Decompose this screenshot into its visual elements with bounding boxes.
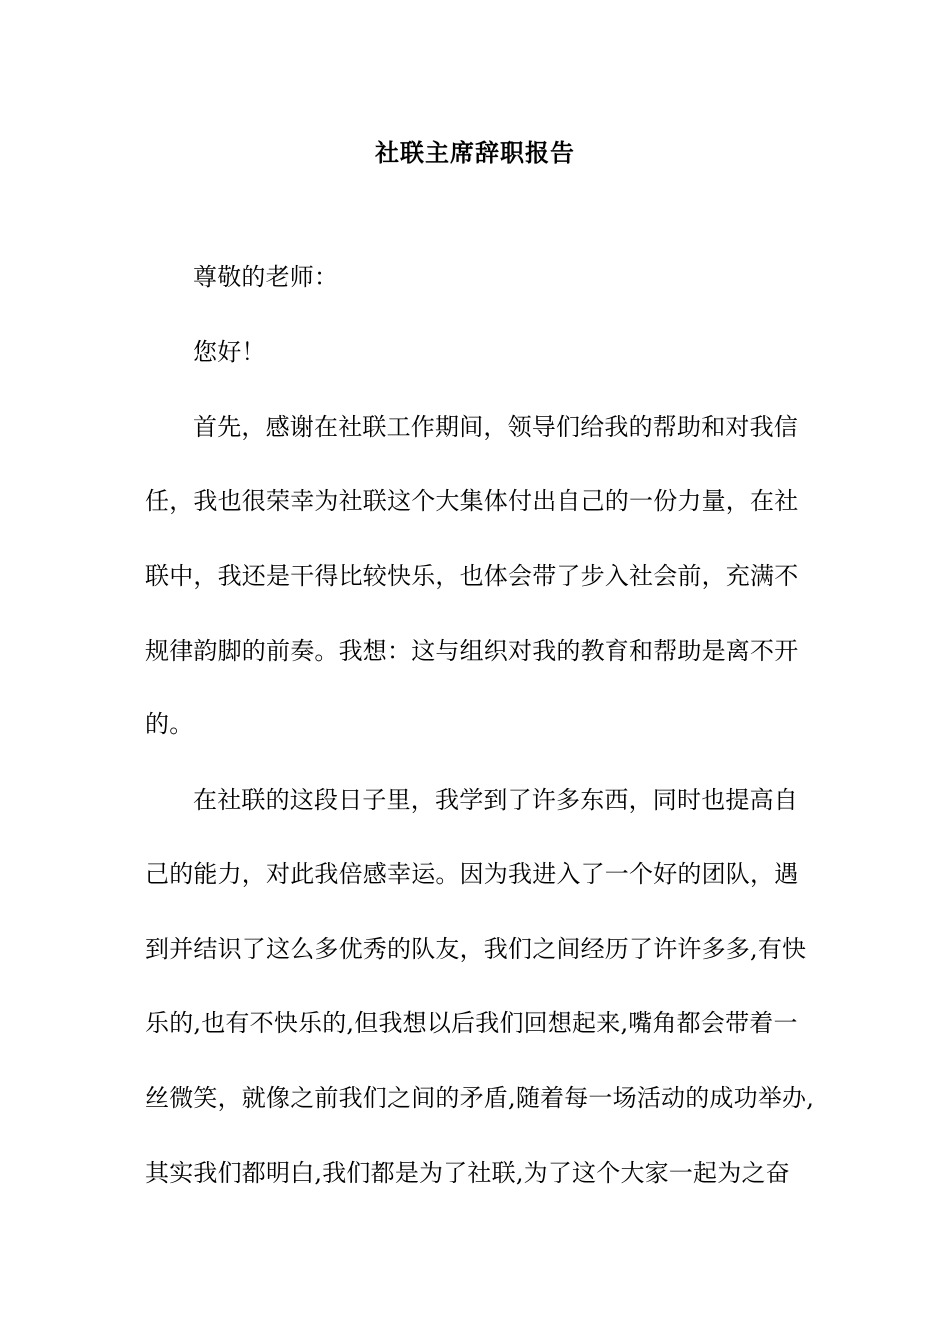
paragraph-line: 丝微笑，就像之前我们之间的矛盾,随着每一场活动的成功举办, bbox=[145, 1084, 815, 1112]
salutation: 尊敬的老师： bbox=[193, 263, 339, 291]
paragraph-line: 任，我也很荣幸为社联这个大集体付出自己的一份力量，在社 bbox=[145, 487, 799, 515]
paragraph-line: 在社联的这段日子里，我学到了许多东西，同时也提高自 bbox=[193, 786, 798, 814]
paragraph-line: 联中，我还是干得比较快乐，也体会带了步入社会前，充满不 bbox=[145, 562, 799, 590]
paragraph-line: 到并结识了这么多优秀的队友，我们之间经历了许许多多,有快 bbox=[145, 935, 807, 963]
greeting: 您好！ bbox=[193, 338, 266, 366]
document-title: 社联主席辞职报告 bbox=[375, 138, 575, 167]
paragraph-line: 规律韵脚的前奏。我想：这与组织对我的教育和帮助是离不开 bbox=[145, 637, 799, 665]
paragraph-line: 己的能力，对此我倍感幸运。因为我进入了一个好的团队，遇 bbox=[145, 860, 799, 888]
paragraph-line: 其实我们都明白,我们都是为了社联,为了这个大家一起为之奋 bbox=[145, 1159, 790, 1187]
paragraph-line: 的。 bbox=[145, 710, 194, 738]
paragraph-line: 首先，感谢在社联工作期间，领导们给我的帮助和对我信 bbox=[193, 413, 798, 441]
paragraph-line: 乐的,也有不快乐的,但我想以后我们回想起来,嘴角都会带着一 bbox=[145, 1009, 798, 1037]
